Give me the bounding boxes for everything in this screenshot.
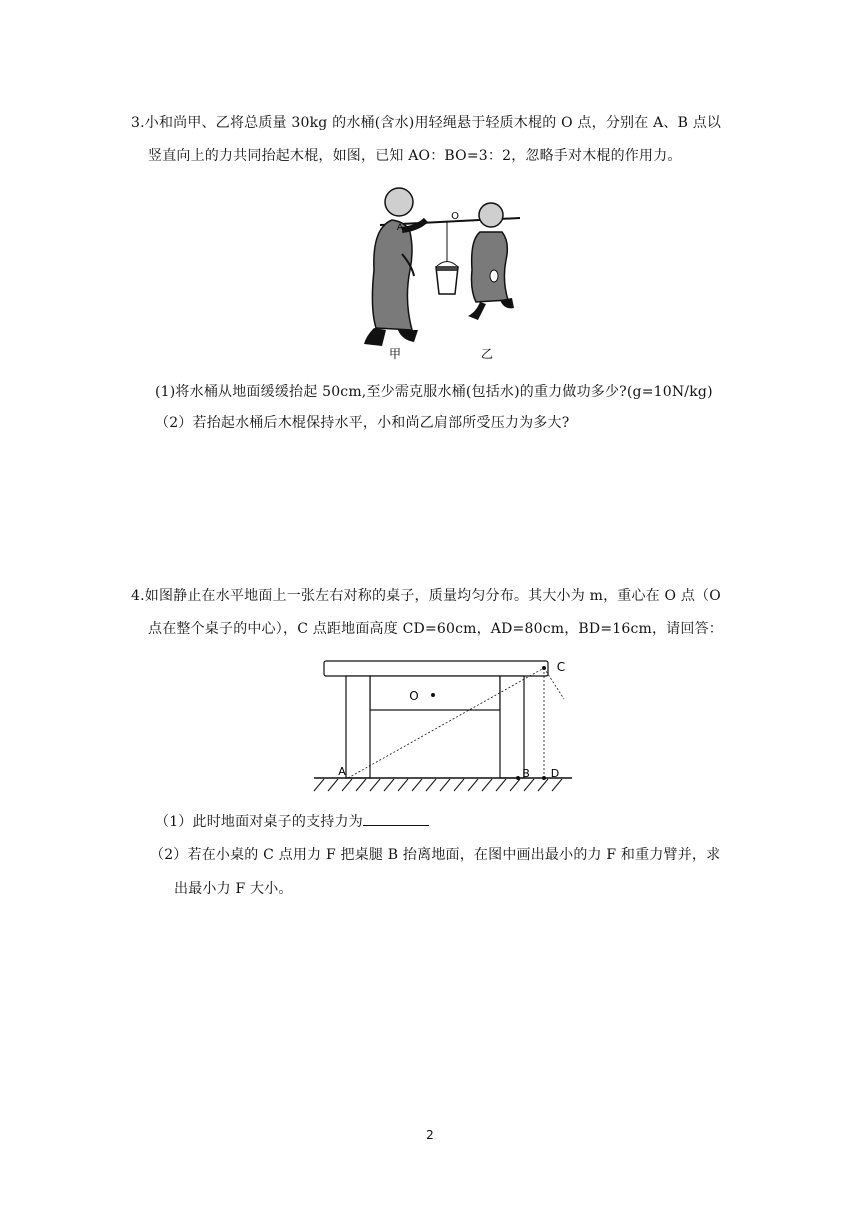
q3-stem-line2: 竖直向上的力共同抬起木棍，如图，已知 AO：BO=3：2，忽略手对木棍的作用力。 — [148, 148, 682, 164]
label-a: A — [396, 223, 404, 233]
q3-sub2: （2）若抬起水桶后木棍保持水平，小和尚乙肩部所受压力为多大? — [155, 415, 570, 431]
answer-blank[interactable] — [363, 811, 429, 826]
q4-sub1 — [155, 811, 429, 831]
q4-sub2-line2: 出最小力 F 大小。 — [174, 881, 293, 897]
label-jia: 甲 — [388, 347, 402, 361]
table-apron — [370, 676, 500, 710]
label-o: O — [409, 689, 419, 703]
q3-monks-figure — [352, 180, 532, 366]
point-d-dot — [542, 776, 546, 780]
q4-stem-line1: 4.如图静止在水平地面上一张左右对称的桌子，质量均匀分布。其大小为 m，重心在 O 点（O — [131, 588, 721, 604]
page-number: 2 — [426, 1128, 434, 1142]
left-leg — [346, 676, 370, 778]
label-yi: 乙 — [480, 347, 494, 361]
point-b-dot — [516, 776, 520, 780]
right-leg — [500, 676, 524, 778]
label-a: A — [338, 765, 346, 778]
q4-sub2-line1: （2）若在小桌的 C 点用力 F 把桌腿 B 抬离地面，在图中画出最小的力 F 和重力臂并，求 — [150, 847, 721, 863]
q4-sub1-text: （1）此时地面对桌子的支持力为 — [155, 814, 363, 830]
q4-table-figure — [310, 655, 580, 795]
water-bucket — [436, 262, 458, 295]
monk-jia — [364, 188, 426, 346]
q4-stem-line2: 点在整个桌子的中心），C 点距地面高度 CD=60cm，AD=80cm，BD=16cm，请回答： — [148, 621, 723, 637]
label-c: C — [556, 660, 566, 674]
label-b: B — [522, 767, 530, 780]
label-d: D — [550, 767, 560, 780]
center-of-gravity-dot — [431, 693, 435, 697]
q3-stem-line1: 3.小和尚甲、乙将总质量 30kg 的水桶(含水)用轻绳悬于轻质木棍的 O 点，分别在 A、B 点以 — [131, 115, 722, 131]
ground-hatching — [314, 779, 562, 791]
table-top — [324, 661, 548, 676]
label-o: O — [451, 211, 459, 222]
q3-sub1: (1)将水桶从地面缓缓抬起 50cm,至少需克服水桶(包括水)的重力做功多少?(g=10N/kg) — [155, 384, 713, 400]
